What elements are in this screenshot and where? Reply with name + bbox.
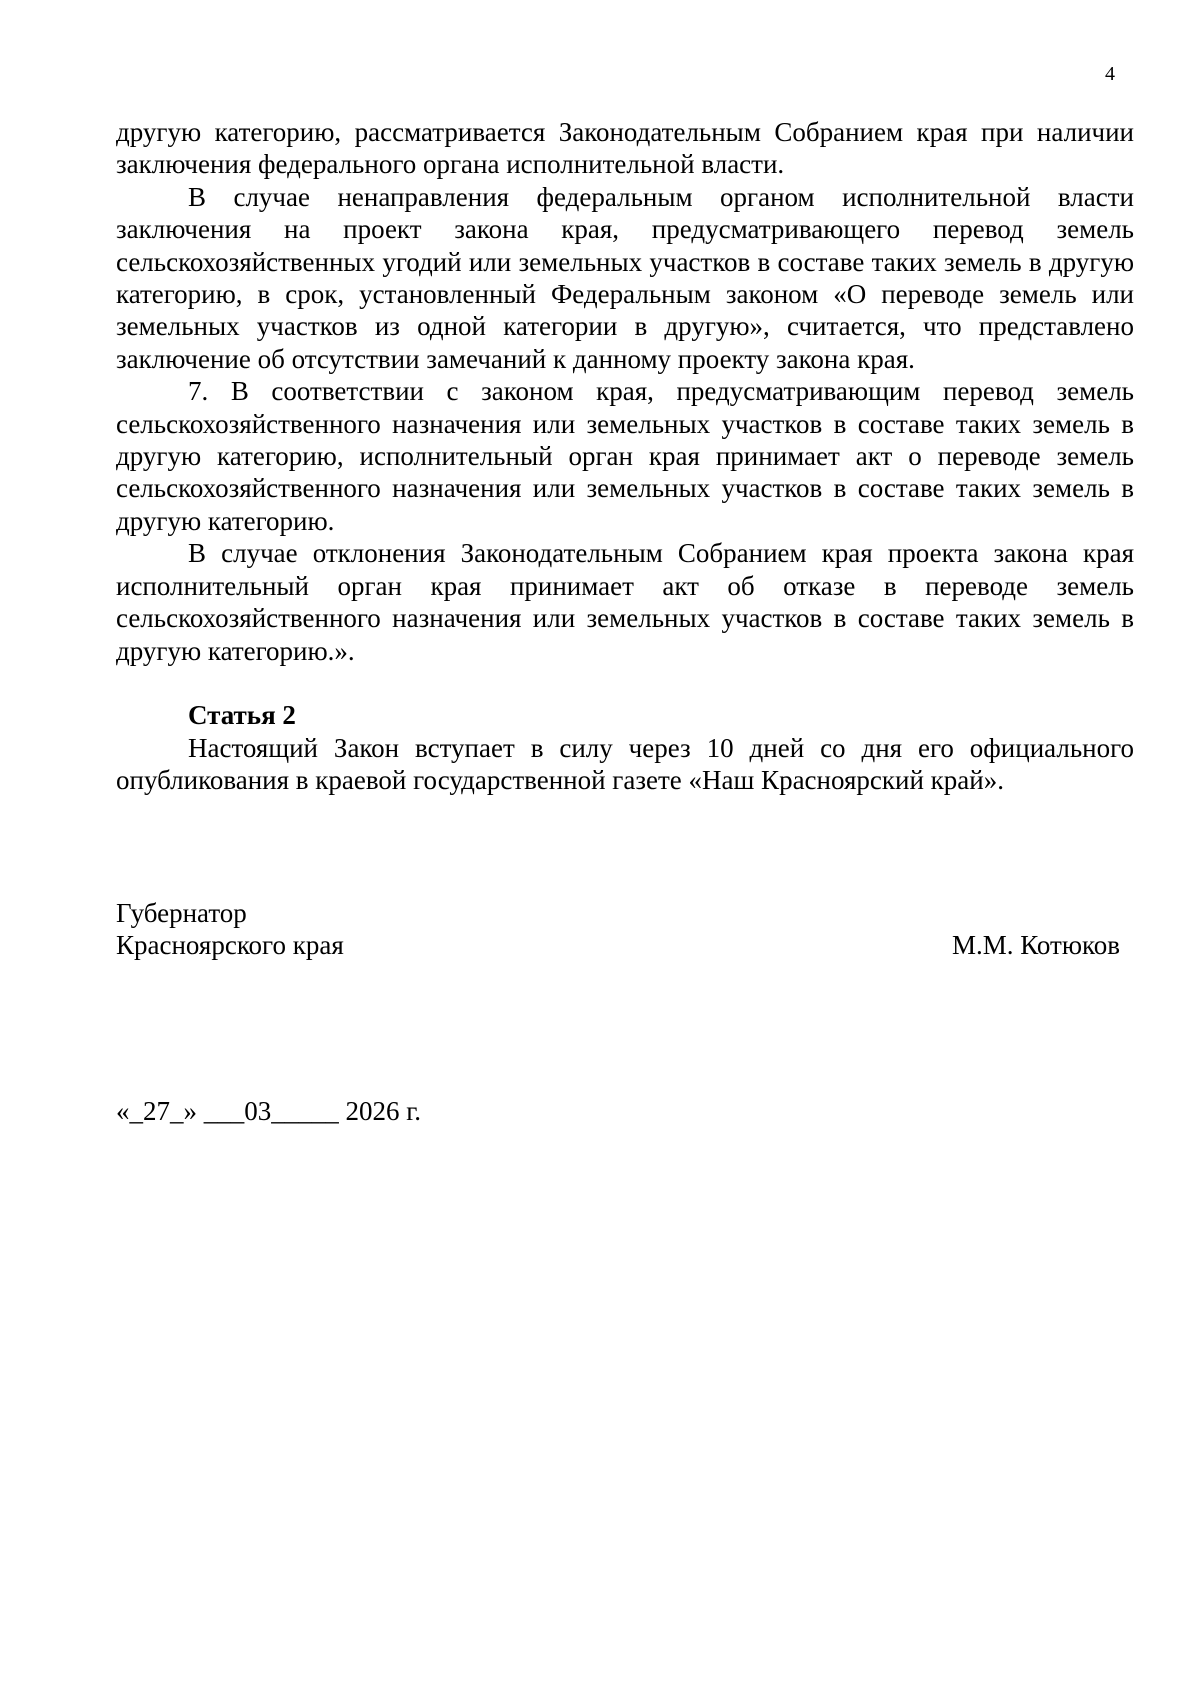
article-2-text: Настоящий Закон вступает в силу через 10 дней со дня его официального опубликования в краевой государственной газете «Наш Красноярский край». bbox=[116, 732, 1134, 796]
page-number: 4 bbox=[1105, 63, 1115, 85]
signature-block bbox=[116, 897, 1120, 962]
paragraph-rejection: В случае отклонения Законодательным Собранием края проекта закона края исполнительный орган края принимает акт об отказе в переводе земель сельскохозяйственного назначения или земельных участков в составе таких земель в другую категорию.». bbox=[116, 538, 1134, 666]
paragraph-continuation: другую категорию, рассматривается Законодательным Собранием края при наличии заключения федерального органа исполнительной власти. bbox=[116, 117, 1134, 180]
signatory-position-line1: Губернатор bbox=[116, 898, 247, 928]
paragraph-no-conclusion: В случае ненаправления федеральным органом исполнительной власти заключения на проект закона края, предусматривающего перевод земель сельскохозяйственных угодий или земельных участков в составе таких земель в другую категорию, в срок, установленный Федеральным законом «О переводе земель или земельных участков из одной категории в другую», считается, что представлено заключение об отсутствии замечаний к данному проекту закона края. bbox=[116, 181, 1134, 374]
article-2-heading: Статья 2 bbox=[188, 700, 296, 731]
document-body bbox=[116, 116, 1134, 797]
paragraph-item-7: 7. В соответствии с законом края, предусматривающим перевод земель сельскохозяйственного назначения или земельных участков в составе таких земель в другую категорию, исполнительный орган края принимает акт о переводе земель сельскохозяйственного назначения или земельных участков в составе таких земель в другую категорию. bbox=[116, 376, 1134, 536]
signatory-name: М.М. Котюков bbox=[951, 930, 1120, 961]
signatory-position-line2: Красноярского края bbox=[116, 930, 344, 961]
signing-date: «_27_» ___03_____ 2026 г. bbox=[116, 1096, 422, 1126]
